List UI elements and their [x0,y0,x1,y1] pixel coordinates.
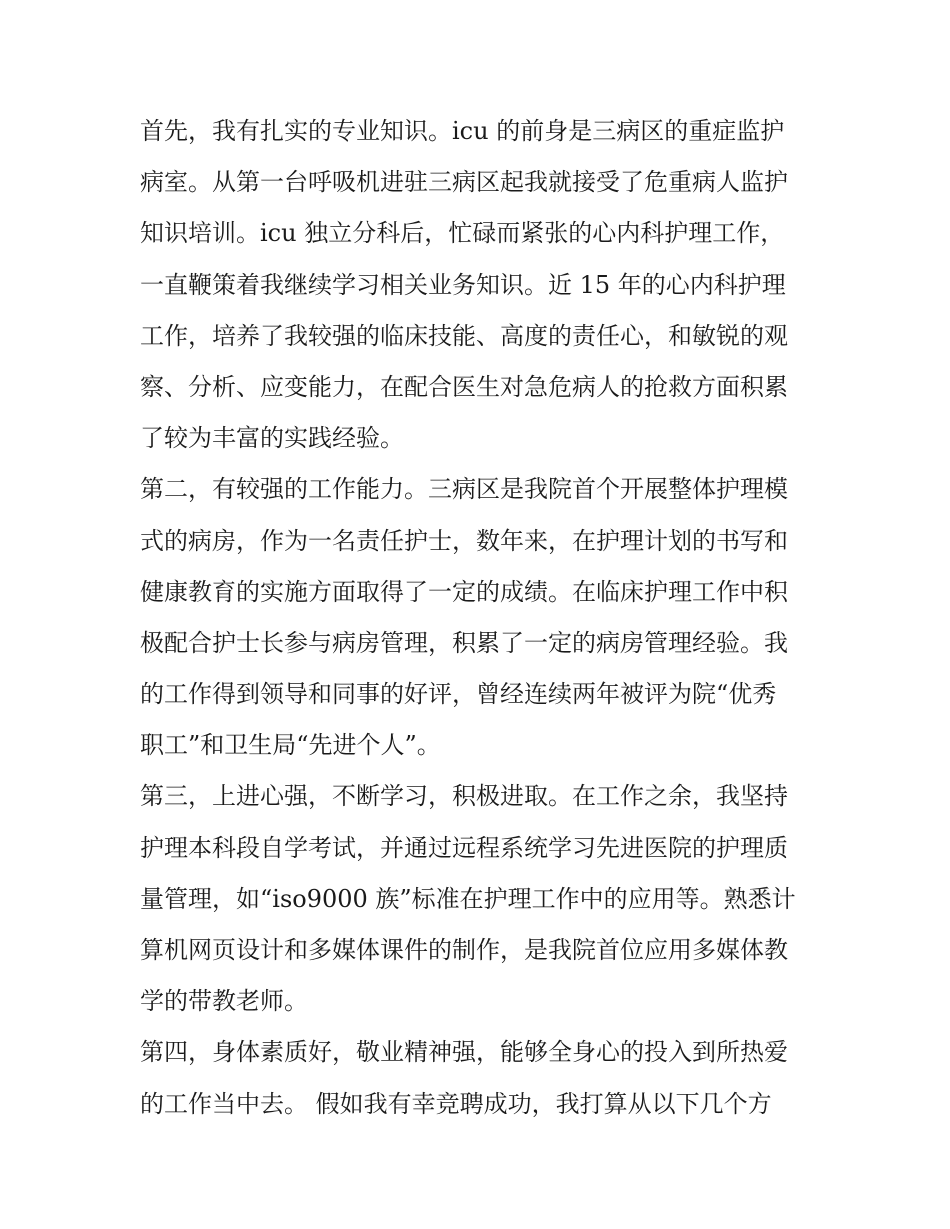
text-line: 知识培训。icu 独立分科后，忙碌而紧张的心内科护理工作， [140,219,785,248]
text-line: 了较为丰富的实践经验。 [140,424,404,453]
text-line: 察、分析、应变能力，在配合医生对急危病人的抢救方面积累 [140,372,788,401]
text-line: 病室。从第一台呼吸机进驻三病区起我就接受了危重病人监护 [140,168,788,197]
text-line: 工作，培养了我较强的临床技能、高度的责任心，和敏锐的观 [140,321,788,350]
text-line: 健康教育的实施方面取得了一定的成绩。在临床护理工作中积 [140,577,788,606]
document-body [140,106,820,1130]
text-line: 的工作得到领导和同事的好评，曾经连续两年被评为院“优秀 [140,680,777,709]
text-line: 算机网页设计和多媒体课件的制作，是我院首位应用多媒体教 [140,936,788,964]
text-line: 学的带教老师。 [140,987,308,1016]
text-line: 极配合护士长参与病房管理，积累了一定的病房管理经验。我 [140,628,788,657]
text-line: 式的病房，作为一名责任护士，数年来，在护理计划的书写和 [140,526,788,555]
text-line: 量管理，如“iso9000 族”标准在护理工作中的应用等。熟悉计 [140,884,796,913]
text-line: 一直鞭策着我继续学习相关业务知识。近 15 年的心内科护理 [140,270,786,299]
text-line: 首先，我有扎实的专业知识。icu 的前身是三病区的重症监护 [140,117,785,145]
text-line: 第三，上进心强，不断学习，积极进取。在工作之余，我坚持 [140,782,788,811]
text-line: 第二，有较强的工作能力。三病区是我院首个开展整体护理模 [140,475,788,504]
text-line: 的工作当中去。 假如我有幸竞聘成功，我打算从以下几个方 [140,1089,772,1118]
text-line: 职工”和卫生局“先进个人”。 [140,731,441,760]
text-line: 护理本科段自学考试，并通过远程系统学习先进医院的护理质 [140,833,788,862]
text-line: 第四，身体素质好，敬业精神强，能够全身心的投入到所热爱 [140,1038,788,1067]
